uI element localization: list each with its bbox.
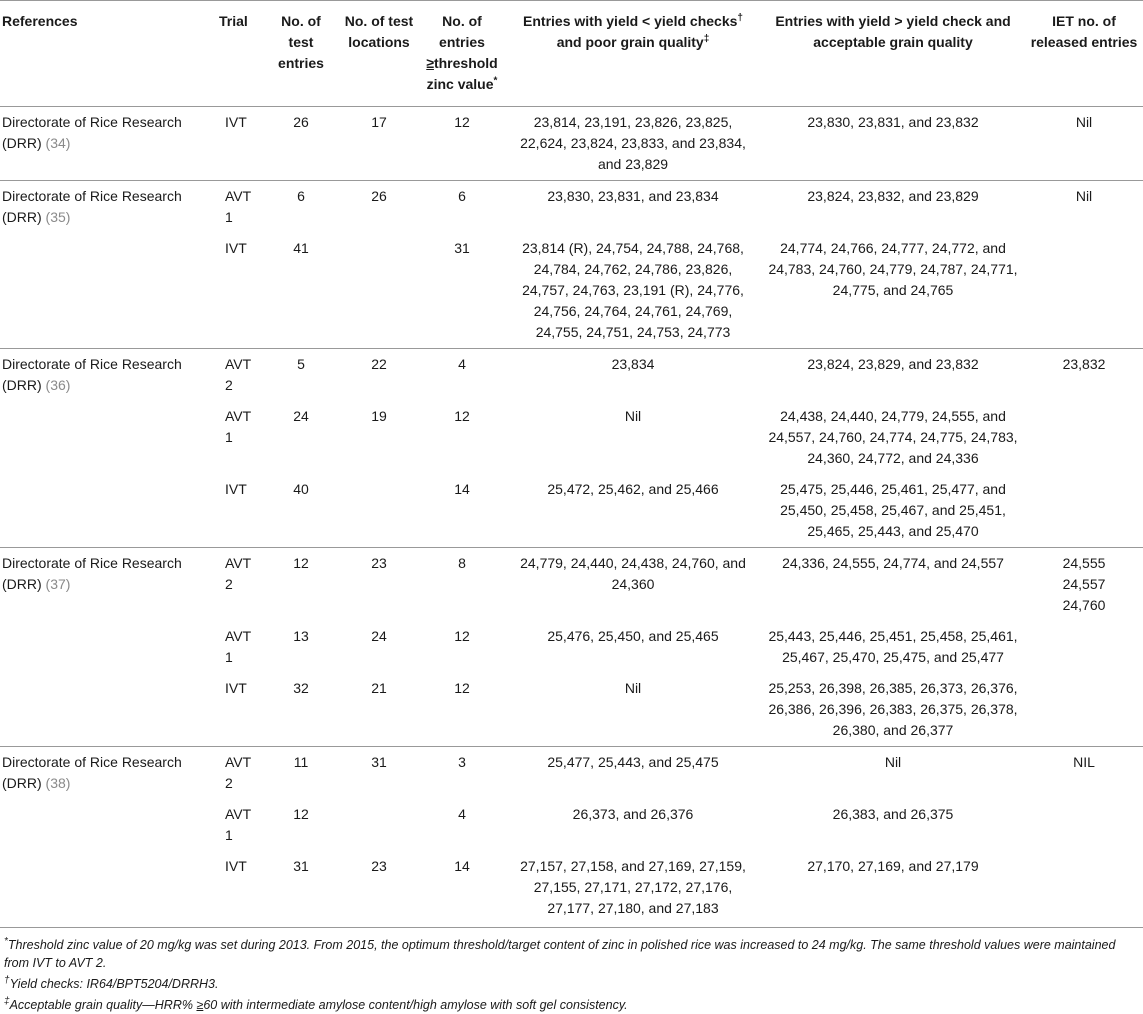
footnote-grain-quality	[4, 996, 1139, 1014]
header-iet: IET no. of released entries	[1025, 1, 1143, 107]
cell-yield-less-entries: 25,477, 25,443, and 25,475	[505, 747, 761, 800]
reference-citation-link[interactable]: (38)	[45, 775, 71, 791]
cell-test-entries: 12	[293, 806, 309, 822]
footnote-threshold-mark: *	[4, 935, 8, 947]
cell-yield-less-entries: Nil	[624, 408, 642, 424]
cell-yield-less-entries: 23,830, 23,831, and 23,834	[505, 181, 761, 234]
cell-threshold-count: 12	[454, 408, 470, 424]
cell-threshold-count: 12	[454, 680, 470, 696]
cell-yield-more-entries: 24,438, 24,440, 24,779, 24,555, and 24,557, 24,760, 24,774, 24,775, 24,783, 24,360, 24,772, and 24,336	[768, 408, 1018, 466]
table-row	[0, 673, 1143, 747]
cell-reference	[0, 799, 217, 851]
header-yield-more: Entries with yield > yield check and acceptable grain quality	[761, 1, 1025, 107]
table-row	[0, 107, 1143, 181]
header-yield-less-mark2: ‡	[703, 33, 710, 45]
cell-iet-released: Nil	[1025, 181, 1143, 234]
cell-iet-released: Nil	[1025, 107, 1143, 181]
cell-test-entries: 12	[263, 548, 339, 622]
table-row	[0, 401, 1143, 474]
table-row	[0, 851, 1143, 928]
cell-threshold-count: 6	[419, 181, 505, 234]
cell-yield-less-entries: 26,373, and 26,376	[572, 806, 694, 822]
header-yield-less-mark: †	[737, 12, 743, 24]
cell-reference	[0, 621, 217, 673]
cell-test-entries: 40	[293, 481, 309, 497]
header-threshold-symbol: ≥	[426, 55, 434, 71]
table-footnotes	[0, 928, 1143, 1014]
cell-reference	[0, 349, 217, 402]
cell-yield-more-entries: 26,383, and 26,375	[832, 806, 954, 822]
reference-name: Directorate of Rice Research (DRR)	[2, 754, 182, 791]
header-threshold-mark: *	[493, 75, 498, 87]
cell-yield-more-entries: 27,170, 27,169, and 27,179	[761, 851, 1025, 928]
cell-test-entries: 32	[293, 680, 309, 696]
footnote-threshold-text: Threshold zinc value of 20 mg/kg was set during 2013. From 2015, the optimum threshold/target content of zinc in polished rice was increased to 24 mg/kg. The same threshold values were maintained from IVT to AVT 2.	[4, 938, 1116, 970]
cell-yield-more-entries: 23,824, 23,829, and 23,832	[761, 349, 1025, 402]
header-trial: Trial	[217, 1, 263, 107]
footnote-yield-checks-mark: †	[4, 974, 10, 986]
cell-trial: IVT	[225, 680, 247, 696]
header-threshold	[419, 1, 505, 107]
reference-citation-link[interactable]: (35)	[45, 209, 71, 225]
cell-yield-less-entries: Nil	[624, 680, 642, 696]
cell-yield-less-entries: 25,472, 25,462, and 25,466	[547, 481, 719, 497]
cell-test-locations: 26	[339, 181, 419, 234]
cell-yield-more-entries: 25,253, 26,398, 26,385, 26,373, 26,376, 26,386, 26,396, 26,383, 26,375, 26,378, 26,380, and 26,377	[768, 680, 1018, 738]
cell-reference	[0, 548, 217, 622]
cell-yield-less-entries: 23,814, 23,191, 23,826, 23,825, 22,624, 23,824, 23,833, and 23,834, and 23,829	[505, 107, 761, 181]
cell-test-entries: 24	[293, 408, 309, 424]
cell-test-entries: 41	[293, 240, 309, 256]
cell-reference	[0, 233, 217, 349]
cell-trial: IVT	[225, 240, 247, 256]
table-row	[0, 799, 1143, 851]
header-threshold-pre: No. of entries	[439, 13, 485, 50]
cell-test-locations	[339, 799, 419, 851]
cell-test-locations	[339, 233, 419, 349]
cell-iet-released	[1025, 474, 1143, 548]
reference-name: Directorate of Rice Research (DRR)	[2, 114, 182, 151]
header-test-locations: No. of test locations	[339, 1, 419, 107]
table-header	[0, 1, 1143, 107]
cell-test-locations: 31	[339, 747, 419, 800]
cell-trial: AVT 1	[225, 408, 251, 445]
cell-yield-less-entries: 24,779, 24,440, 24,438, 24,760, and 24,360	[505, 548, 761, 622]
cell-reference	[0, 851, 217, 928]
cell-threshold-count: 4	[419, 349, 505, 402]
table-body	[0, 107, 1143, 928]
table-row	[0, 474, 1143, 548]
cell-iet-released	[1025, 851, 1143, 928]
cell-trial: IVT	[225, 481, 247, 497]
header-yield-less	[505, 1, 761, 107]
cell-yield-more-entries: 23,824, 23,832, and 23,829	[761, 181, 1025, 234]
cell-iet-released: 24,555 24,557 24,760	[1025, 548, 1143, 622]
header-row	[0, 1, 1143, 107]
cell-test-entries: 6	[263, 181, 339, 234]
cell-test-locations: 23	[339, 548, 419, 622]
cell-threshold-count: 4	[458, 806, 466, 822]
cell-trial: AVT 2	[217, 747, 263, 800]
cell-iet-released	[1025, 621, 1143, 673]
cell-trial: IVT	[217, 107, 263, 181]
footnote-yield-checks	[4, 975, 1139, 993]
footnote-grain-quality-mark: ‡	[4, 995, 10, 1007]
cell-test-entries: 5	[263, 349, 339, 402]
cell-trial: AVT 2	[217, 349, 263, 402]
cell-threshold-count: 14	[419, 851, 505, 928]
cell-test-entries: 31	[263, 851, 339, 928]
header-yield-less-text: Entries with yield < yield checks	[523, 13, 738, 29]
cell-yield-more-entries: 25,443, 25,446, 25,451, 25,458, 25,461, 25,467, 25,470, 25,475, and 25,477	[768, 628, 1018, 665]
cell-trial: AVT 1	[225, 628, 251, 665]
cell-iet-released	[1025, 233, 1143, 349]
header-test-entries: No. of test entries	[263, 1, 339, 107]
cell-test-locations: 24	[371, 628, 387, 644]
cell-yield-more-entries: Nil	[761, 747, 1025, 800]
cell-trial: IVT	[217, 851, 263, 928]
footnote-threshold	[4, 936, 1139, 972]
cell-threshold-count: 8	[419, 548, 505, 622]
cell-iet-released: 23,832	[1025, 349, 1143, 402]
reference-name: Directorate of Rice Research (DRR)	[2, 188, 182, 225]
cell-yield-more-entries: 24,336, 24,555, 24,774, and 24,557	[761, 548, 1025, 622]
reference-citation-link[interactable]: (37)	[45, 576, 71, 592]
table-row	[0, 621, 1143, 673]
cell-reference	[0, 474, 217, 548]
cell-reference	[0, 673, 217, 747]
header-threshold-post: threshold zinc value	[426, 55, 498, 92]
cell-threshold-count: 12	[419, 107, 505, 181]
cell-test-locations: 19	[371, 408, 387, 424]
cell-test-entries: 26	[263, 107, 339, 181]
cell-reference	[0, 181, 217, 234]
cell-yield-more-entries: 24,774, 24,766, 24,777, 24,772, and 24,783, 24,760, 24,779, 24,787, 24,771, 24,775, and 24,765	[768, 240, 1018, 298]
cell-iet-released	[1025, 673, 1143, 747]
reference-citation-link[interactable]: (36)	[45, 377, 71, 393]
cell-iet-released	[1025, 401, 1143, 474]
cell-reference	[0, 401, 217, 474]
cell-yield-less-entries: 23,814 (R), 24,754, 24,788, 24,768, 24,784, 24,762, 24,786, 23,826, 24,757, 24,763, 23,191 (R), 24,776, 24,756, 24,764, 24,761, 24,769, 24,755, 24,751, 24,753, 24,773	[522, 240, 744, 340]
footnote-grain-quality-pre: Acceptable grain quality—HRR%	[9, 998, 197, 1012]
cell-iet-released: NIL	[1025, 747, 1143, 800]
cell-reference	[0, 747, 217, 800]
reference-name: Directorate of Rice Research (DRR)	[2, 356, 182, 393]
reference-citation-link[interactable]: (34)	[45, 135, 71, 151]
cell-threshold-count: 12	[454, 628, 470, 644]
header-references: References	[0, 1, 217, 107]
cell-yield-more-entries: 25,475, 25,446, 25,461, 25,477, and 25,450, 25,458, 25,467, and 25,451, 25,465, 25,443, and 25,470	[780, 481, 1006, 539]
cell-yield-more-entries: 23,830, 23,831, and 23,832	[761, 107, 1025, 181]
cell-threshold-count: 3	[419, 747, 505, 800]
cell-trial: AVT 1	[225, 806, 251, 843]
cell-trial: AVT 2	[217, 548, 263, 622]
table-row	[0, 181, 1143, 234]
table-row	[0, 349, 1143, 402]
header-yield-less-post: and poor grain quality	[556, 34, 704, 50]
cell-test-locations: 23	[339, 851, 419, 928]
reference-name: Directorate of Rice Research (DRR)	[2, 555, 182, 592]
cell-yield-less-entries: 27,157, 27,158, and 27,169, 27,159, 27,155, 27,171, 27,172, 27,176, 27,177, 27,180, and 27,183	[505, 851, 761, 928]
cell-yield-less-entries: 25,476, 25,450, and 25,465	[547, 628, 719, 644]
cell-test-locations: 21	[371, 680, 387, 696]
cell-test-locations	[339, 474, 419, 548]
cell-yield-less-entries: 23,834	[505, 349, 761, 402]
footnote-grain-quality-post: 60 with intermediate amylose content/high amylose with soft gel consistency.	[203, 998, 628, 1012]
cell-reference	[0, 107, 217, 181]
footnote-grain-quality-symbol: ≥	[196, 998, 204, 1012]
cell-test-locations: 17	[339, 107, 419, 181]
footnote-yield-checks-text: Yield checks: IR64/BPT5204/DRRH3.	[9, 977, 219, 991]
cell-test-entries: 11	[263, 747, 339, 800]
cell-threshold-count: 14	[454, 481, 470, 497]
table-row	[0, 747, 1143, 800]
table-row	[0, 548, 1143, 622]
cell-trial: AVT 1	[217, 181, 263, 234]
cell-test-entries: 13	[293, 628, 309, 644]
table-row	[0, 233, 1143, 349]
cell-threshold-count: 31	[454, 240, 470, 256]
cell-iet-released	[1025, 799, 1143, 851]
cell-test-locations: 22	[339, 349, 419, 402]
